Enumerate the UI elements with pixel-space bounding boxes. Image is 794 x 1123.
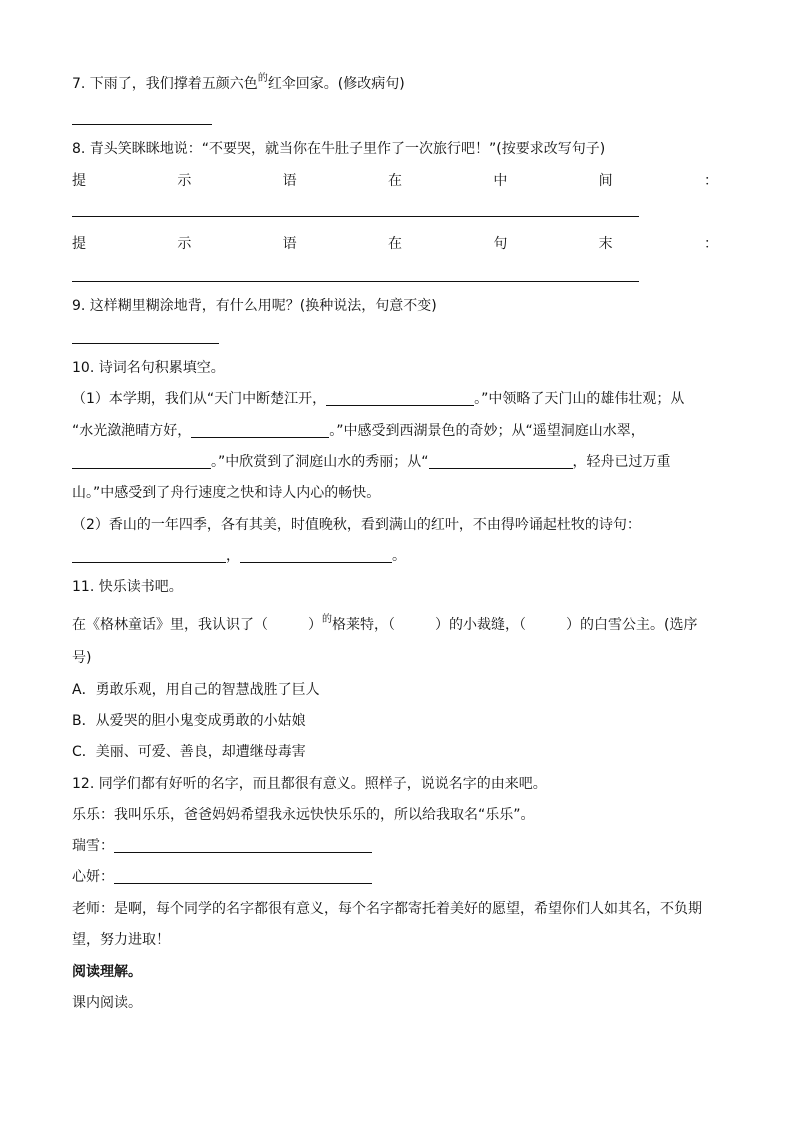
q10-p2-line2: ， 。	[72, 546, 406, 566]
q10-p1-line3: 。”中欣赏到了洞庭山水的秀丽；从“ ，轻舟已过万重	[72, 452, 671, 472]
q9-answer-line[interactable]	[72, 343, 219, 344]
q8-row-end: 提 示 语 在 句 末 ：	[72, 236, 718, 252]
q10-title: 10. 诗词名句积累填空。	[72, 360, 225, 376]
q8-question: 8. 青头笑眯眯地说：“不要哭，就当你在牛肚子里作了一次旅行吧！”(按要求改写句子)	[72, 141, 606, 157]
q10-p1-line1: （1）本学期，我们从“天门中断楚江开， 。”中领略了天门山的雄伟壮观；从	[72, 391, 685, 407]
q12-teacher-line1: 老师：是啊，每个同学的名字都很有意义，每个名字都寄托着美好的愿望，希望你们人如其名，不负期	[72, 901, 702, 917]
q12-xinyan-answer-line[interactable]	[114, 868, 372, 884]
q10-p1-line2: “水光潋滟晴方好， 。”中感受到西湖景色的奇妙；从“遥望洞庭山水翠，	[72, 423, 645, 439]
q10-blank-2[interactable]	[191, 422, 329, 438]
q12-ruixue-answer-line[interactable]	[114, 837, 372, 853]
q11-line1: 在《格林童话》里，我认识了（ ）$^的$格莱特，（ ）的小裁缝，（ ）的白雪公主。(选序	[72, 614, 698, 633]
q12-example: 乐乐：我叫乐乐，爸爸妈妈希望我永远快快乐乐的，所以给我取名“乐乐”。	[72, 807, 535, 823]
q10-blank-3[interactable]	[72, 453, 211, 469]
section-heading: 阅读理解。	[72, 964, 142, 980]
q8-answer-line-2[interactable]	[72, 281, 639, 282]
q12-teacher-line2: 望，努力进取！	[72, 932, 170, 948]
q11-title: 11. 快乐读书吧。	[72, 579, 183, 595]
q10-blank-5[interactable]	[72, 547, 226, 563]
q10-blank-6[interactable]	[240, 547, 392, 563]
q12-title: 12. 同学们都有好听的名字，而且都很有意义。照样子，说说名字的由来吧。	[72, 776, 547, 792]
q12-ruixue: 瑞雪：	[72, 836, 372, 856]
q10-p1-line4: 山。”中感受到了舟行速度之快和诗人内心的畅快。	[72, 485, 381, 501]
q9-question: 9. 这样糊里糊涂地背，有什么用呢？(换种说法，句意不变)	[72, 298, 437, 314]
q7-question: 7. 下雨了，我们撑着五颜六色$^的$红伞回家。(修改病句)	[72, 73, 405, 92]
q11-line2: 号)	[72, 650, 92, 666]
q7-answer-line[interactable]	[72, 124, 212, 125]
q12-xinyan: 心妍：	[72, 867, 372, 887]
q8-row-middle: 提 示 语 在 中 间 ：	[72, 173, 718, 189]
q10-blank-4[interactable]	[429, 453, 573, 469]
q10-blank-1[interactable]	[326, 390, 474, 406]
section-subheading: 课内阅读。	[72, 995, 142, 1011]
q11-option-b: B．从爱哭的胆小鬼变成勇敢的小姑娘	[72, 713, 306, 729]
q8-answer-line-1[interactable]	[72, 216, 639, 217]
q11-option-c: C．美丽、可爱、善良，却遭继母毒害	[72, 744, 306, 760]
q10-p2-line1: （2）香山的一年四季，各有其美，时值晚秋，看到满山的红叶，不由得吟诵起杜牧的诗句：	[72, 517, 641, 533]
q11-option-a: A．勇敢乐观，用自己的智慧战胜了巨人	[72, 682, 320, 698]
